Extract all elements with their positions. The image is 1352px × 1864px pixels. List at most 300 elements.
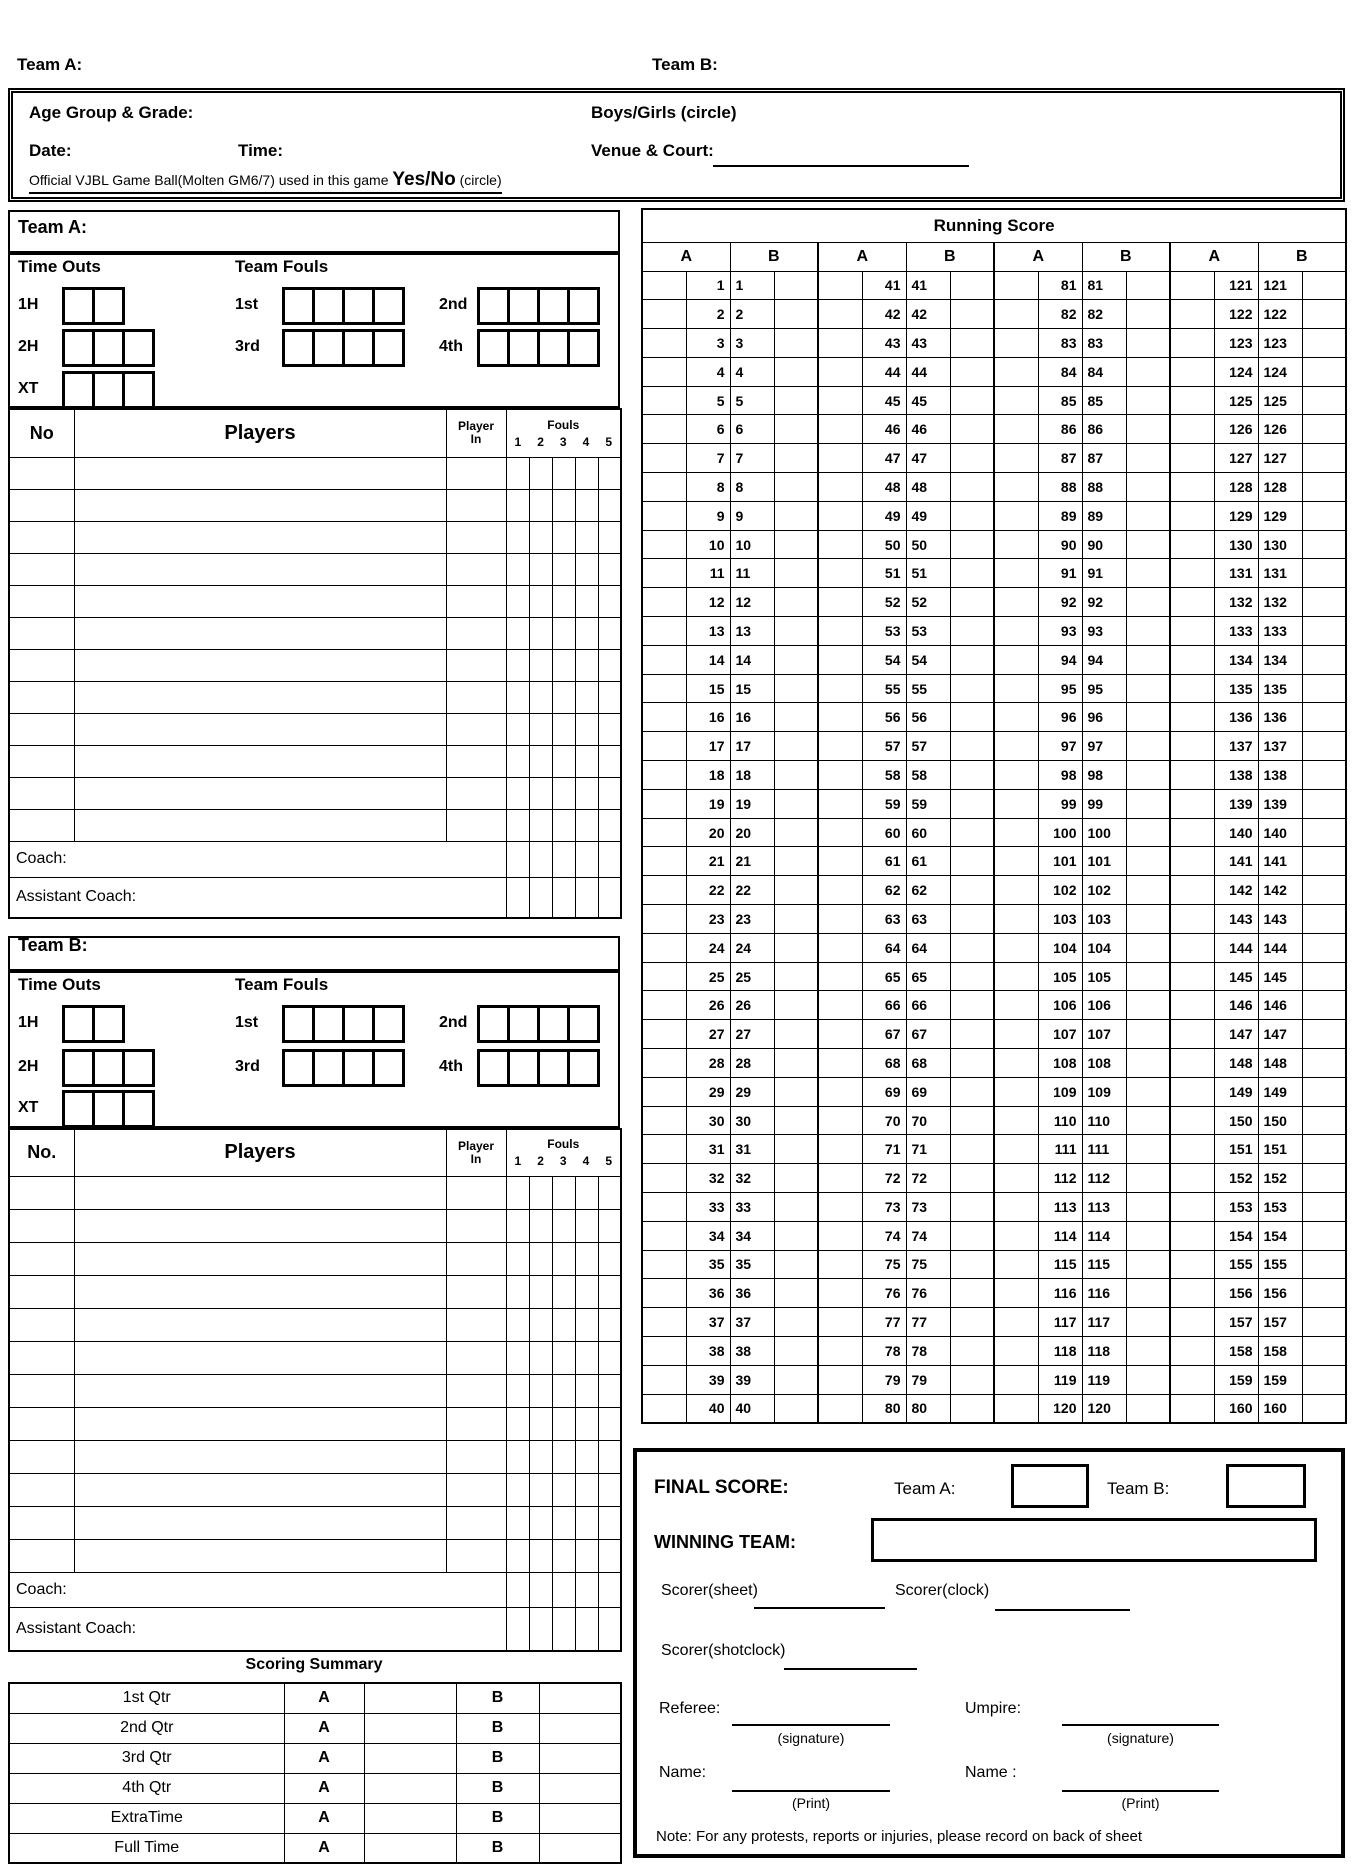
score-number-b[interactable]: 104: [1082, 933, 1126, 962]
score-write-cell-a[interactable]: [1170, 876, 1214, 905]
score-write-cell-b[interactable]: [1302, 386, 1346, 415]
score-number-a[interactable]: 104: [1038, 933, 1082, 962]
team-b-player-foul-cell[interactable]: [506, 1506, 529, 1539]
score-number-a[interactable]: 120: [1038, 1394, 1082, 1423]
score-write-cell-b[interactable]: [1302, 1106, 1346, 1135]
score-write-cell-b[interactable]: [1302, 1164, 1346, 1193]
score-write-cell-b[interactable]: [1126, 876, 1170, 905]
score-number-a[interactable]: 146: [1214, 991, 1258, 1020]
score-number-b[interactable]: 91: [1082, 559, 1126, 588]
score-write-cell-a[interactable]: [818, 1336, 862, 1365]
score-number-a[interactable]: 46: [862, 415, 906, 444]
team-b-assistant-coach-cell[interactable]: [529, 1607, 552, 1651]
team-b-timeout-box[interactable]: [122, 1090, 155, 1128]
score-number-a[interactable]: 10: [686, 530, 730, 559]
score-write-cell-a[interactable]: [642, 1394, 686, 1423]
score-write-cell-a[interactable]: [994, 732, 1038, 761]
score-number-a[interactable]: 145: [1214, 962, 1258, 991]
team-a-player-foul-cell[interactable]: [575, 617, 598, 649]
team-a-player-foul-cell[interactable]: [552, 457, 575, 489]
score-number-a[interactable]: 51: [862, 559, 906, 588]
score-number-b[interactable]: 125: [1258, 386, 1302, 415]
score-write-cell-a[interactable]: [994, 847, 1038, 876]
score-number-a[interactable]: 159: [1214, 1365, 1258, 1394]
score-write-cell-a[interactable]: [994, 905, 1038, 934]
score-number-a[interactable]: 23: [686, 905, 730, 934]
score-write-cell-b[interactable]: [1302, 617, 1346, 646]
team-b-coach-cell[interactable]: [552, 1572, 575, 1607]
team-a-timeout-box[interactable]: [122, 371, 155, 409]
score-number-a[interactable]: 115: [1038, 1250, 1082, 1279]
score-write-cell-a[interactable]: [818, 905, 862, 934]
score-number-a[interactable]: 6: [686, 415, 730, 444]
score-number-b[interactable]: 50: [906, 530, 950, 559]
team-a-foul-box[interactable]: [282, 329, 315, 367]
team-b-player-foul-cell[interactable]: [552, 1506, 575, 1539]
score-number-a[interactable]: 26: [686, 991, 730, 1020]
score-number-b[interactable]: 102: [1082, 876, 1126, 905]
score-number-b[interactable]: 124: [1258, 357, 1302, 386]
score-number-b[interactable]: 118: [1082, 1336, 1126, 1365]
team-a-player-name-cell[interactable]: [74, 809, 446, 841]
team-b-player-foul-cell[interactable]: [575, 1440, 598, 1473]
score-write-cell-a[interactable]: [642, 1106, 686, 1135]
score-write-cell-b[interactable]: [950, 501, 994, 530]
score-number-b[interactable]: 37: [730, 1308, 774, 1337]
score-write-cell-b[interactable]: [774, 271, 818, 300]
score-write-cell-a[interactable]: [1170, 933, 1214, 962]
score-write-cell-a[interactable]: [994, 501, 1038, 530]
team-b-player-foul-cell[interactable]: [552, 1407, 575, 1440]
team-a-player-foul-cell[interactable]: [575, 745, 598, 777]
score-write-cell-b[interactable]: [950, 1106, 994, 1135]
team-a-player-no-cell[interactable]: [9, 585, 74, 617]
score-write-cell-a[interactable]: [1170, 1250, 1214, 1279]
score-write-cell-a[interactable]: [1170, 415, 1214, 444]
score-write-cell-b[interactable]: [774, 905, 818, 934]
score-number-a[interactable]: 38: [686, 1336, 730, 1365]
score-write-cell-a[interactable]: [642, 847, 686, 876]
score-write-cell-b[interactable]: [774, 761, 818, 790]
score-write-cell-b[interactable]: [1126, 674, 1170, 703]
score-write-cell-b[interactable]: [774, 645, 818, 674]
score-write-cell-a[interactable]: [642, 991, 686, 1020]
score-write-cell-b[interactable]: [1302, 444, 1346, 473]
team-b-player-foul-cell[interactable]: [506, 1407, 529, 1440]
score-write-cell-b[interactable]: [1126, 386, 1170, 415]
team-a-player-foul-cell[interactable]: [575, 681, 598, 713]
score-number-b[interactable]: 77: [906, 1308, 950, 1337]
score-number-b[interactable]: 30: [730, 1106, 774, 1135]
score-write-cell-a[interactable]: [818, 1394, 862, 1423]
score-write-cell-b[interactable]: [774, 1106, 818, 1135]
score-number-a[interactable]: 98: [1038, 761, 1082, 790]
score-write-cell-b[interactable]: [950, 703, 994, 732]
umpire-signature-line[interactable]: [1062, 1724, 1219, 1726]
score-number-a[interactable]: 71: [862, 1135, 906, 1164]
team-a-player-foul-cell[interactable]: [552, 553, 575, 585]
score-write-cell-b[interactable]: [774, 1394, 818, 1423]
team-a-coach-label[interactable]: Coach:: [9, 841, 506, 877]
score-write-cell-a[interactable]: [818, 1221, 862, 1250]
score-write-cell-a[interactable]: [994, 444, 1038, 473]
score-write-cell-b[interactable]: [1302, 415, 1346, 444]
score-write-cell-b[interactable]: [774, 415, 818, 444]
team-a-assistant-coach-cell[interactable]: [552, 877, 575, 918]
team-b-assistant-coach-label[interactable]: Assistant Coach:: [9, 1607, 506, 1651]
score-write-cell-a[interactable]: [994, 674, 1038, 703]
team-b-player-foul-cell[interactable]: [598, 1308, 621, 1341]
score-write-cell-b[interactable]: [950, 588, 994, 617]
score-write-cell-a[interactable]: [818, 357, 862, 386]
team-b-foul-box[interactable]: [342, 1049, 375, 1087]
score-number-b[interactable]: 88: [1082, 473, 1126, 502]
team-a-foul-box[interactable]: [477, 329, 510, 367]
score-write-cell-a[interactable]: [818, 1279, 862, 1308]
team-b-player-name-cell[interactable]: [74, 1209, 446, 1242]
team-b-player-foul-cell[interactable]: [529, 1473, 552, 1506]
team-b-player-name-cell[interactable]: [74, 1473, 446, 1506]
team-a-foul-box[interactable]: [312, 329, 345, 367]
team-b-player-foul-cell[interactable]: [506, 1440, 529, 1473]
score-write-cell-a[interactable]: [1170, 1164, 1214, 1193]
score-write-cell-a[interactable]: [994, 329, 1038, 358]
score-write-cell-b[interactable]: [774, 1365, 818, 1394]
score-number-a[interactable]: 35: [686, 1250, 730, 1279]
team-b-player-foul-cell[interactable]: [575, 1473, 598, 1506]
score-write-cell-b[interactable]: [1126, 1221, 1170, 1250]
team-b-player-in-cell[interactable]: [446, 1209, 506, 1242]
score-write-cell-a[interactable]: [642, 933, 686, 962]
score-write-cell-a[interactable]: [994, 530, 1038, 559]
score-number-b[interactable]: 6: [730, 415, 774, 444]
team-a-player-foul-cell[interactable]: [575, 553, 598, 585]
score-number-b[interactable]: 144: [1258, 933, 1302, 962]
score-write-cell-a[interactable]: [994, 1336, 1038, 1365]
score-write-cell-b[interactable]: [774, 559, 818, 588]
team-a-player-foul-cell[interactable]: [575, 489, 598, 521]
score-write-cell-a[interactable]: [642, 501, 686, 530]
team-b-player-foul-cell[interactable]: [529, 1407, 552, 1440]
score-number-b[interactable]: 34: [730, 1221, 774, 1250]
team-b-player-foul-cell[interactable]: [575, 1275, 598, 1308]
score-write-cell-b[interactable]: [1126, 1164, 1170, 1193]
score-write-cell-b[interactable]: [950, 271, 994, 300]
score-number-a[interactable]: 160: [1214, 1394, 1258, 1423]
score-number-a[interactable]: 34: [686, 1221, 730, 1250]
score-number-a[interactable]: 124: [1214, 357, 1258, 386]
team-b-player-in-cell[interactable]: [446, 1473, 506, 1506]
score-write-cell-a[interactable]: [642, 732, 686, 761]
score-number-b[interactable]: 15: [730, 674, 774, 703]
team-b-player-name-cell[interactable]: [74, 1242, 446, 1275]
team-a-foul-box[interactable]: [507, 329, 540, 367]
scorer-shotclock-line[interactable]: [784, 1668, 917, 1670]
team-b-foul-box[interactable]: [312, 1005, 345, 1043]
team-a-foul-box[interactable]: [507, 287, 540, 325]
score-number-b[interactable]: 95: [1082, 674, 1126, 703]
score-number-b[interactable]: 86: [1082, 415, 1126, 444]
score-write-cell-a[interactable]: [1170, 559, 1214, 588]
score-number-b[interactable]: 83: [1082, 329, 1126, 358]
score-number-b[interactable]: 29: [730, 1077, 774, 1106]
team-a-player-no-cell[interactable]: [9, 617, 74, 649]
score-write-cell-b[interactable]: [774, 1221, 818, 1250]
team-b-foul-box[interactable]: [477, 1049, 510, 1087]
score-write-cell-a[interactable]: [642, 1365, 686, 1394]
score-write-cell-b[interactable]: [774, 1135, 818, 1164]
team-b-foul-box[interactable]: [507, 1049, 540, 1087]
team-a-player-no-cell[interactable]: [9, 681, 74, 713]
score-write-cell-b[interactable]: [774, 1164, 818, 1193]
team-b-assistant-coach-cell[interactable]: [506, 1607, 529, 1651]
team-b-player-foul-cell[interactable]: [575, 1506, 598, 1539]
score-write-cell-b[interactable]: [1126, 1106, 1170, 1135]
team-b-timeout-box[interactable]: [62, 1005, 95, 1043]
team-a-player-in-cell[interactable]: [446, 809, 506, 841]
score-number-b[interactable]: 142: [1258, 876, 1302, 905]
score-write-cell-a[interactable]: [642, 1221, 686, 1250]
score-number-b[interactable]: 56: [906, 703, 950, 732]
score-number-a[interactable]: 86: [1038, 415, 1082, 444]
score-number-a[interactable]: 100: [1038, 818, 1082, 847]
score-number-a[interactable]: 156: [1214, 1279, 1258, 1308]
score-write-cell-b[interactable]: [774, 1020, 818, 1049]
score-number-b[interactable]: 117: [1082, 1308, 1126, 1337]
score-number-b[interactable]: 35: [730, 1250, 774, 1279]
score-number-b[interactable]: 89: [1082, 501, 1126, 530]
score-write-cell-a[interactable]: [642, 300, 686, 329]
score-write-cell-b[interactable]: [950, 1221, 994, 1250]
score-number-b[interactable]: 73: [906, 1193, 950, 1222]
score-write-cell-b[interactable]: [1126, 1365, 1170, 1394]
team-a-player-foul-cell[interactable]: [506, 649, 529, 681]
team-b-timeout-box[interactable]: [122, 1049, 155, 1087]
score-number-b[interactable]: 48: [906, 473, 950, 502]
score-number-a[interactable]: 117: [1038, 1308, 1082, 1337]
summary-team-a-score-cell[interactable]: [364, 1683, 456, 1713]
score-write-cell-a[interactable]: [642, 617, 686, 646]
score-number-b[interactable]: 121: [1258, 271, 1302, 300]
score-write-cell-a[interactable]: [1170, 818, 1214, 847]
score-write-cell-a[interactable]: [1170, 357, 1214, 386]
score-write-cell-b[interactable]: [1302, 818, 1346, 847]
team-b-assistant-coach-cell[interactable]: [598, 1607, 621, 1651]
score-write-cell-b[interactable]: [1302, 847, 1346, 876]
team-b-foul-box[interactable]: [537, 1005, 570, 1043]
score-number-a[interactable]: 50: [862, 530, 906, 559]
team-a-player-foul-cell[interactable]: [506, 521, 529, 553]
score-write-cell-b[interactable]: [1302, 1020, 1346, 1049]
score-number-b[interactable]: 20: [730, 818, 774, 847]
score-write-cell-a[interactable]: [994, 588, 1038, 617]
team-a-player-foul-cell[interactable]: [598, 553, 621, 585]
team-a-player-foul-cell[interactable]: [506, 553, 529, 585]
score-number-b[interactable]: 108: [1082, 1049, 1126, 1078]
score-number-a[interactable]: 31: [686, 1135, 730, 1164]
score-write-cell-b[interactable]: [950, 876, 994, 905]
team-a-player-foul-cell[interactable]: [575, 809, 598, 841]
score-write-cell-b[interactable]: [1302, 1049, 1346, 1078]
score-number-b[interactable]: 123: [1258, 329, 1302, 358]
team-a-player-name-cell[interactable]: [74, 617, 446, 649]
score-write-cell-b[interactable]: [950, 530, 994, 559]
team-b-player-foul-cell[interactable]: [575, 1209, 598, 1242]
score-write-cell-a[interactable]: [1170, 905, 1214, 934]
score-write-cell-b[interactable]: [774, 617, 818, 646]
team-b-player-foul-cell[interactable]: [575, 1242, 598, 1275]
team-a-player-foul-cell[interactable]: [506, 777, 529, 809]
score-number-b[interactable]: 16: [730, 703, 774, 732]
score-number-b[interactable]: 106: [1082, 991, 1126, 1020]
score-write-cell-b[interactable]: [950, 818, 994, 847]
score-number-b[interactable]: 19: [730, 789, 774, 818]
score-write-cell-b[interactable]: [1302, 905, 1346, 934]
score-number-a[interactable]: 107: [1038, 1020, 1082, 1049]
score-number-a[interactable]: 28: [686, 1049, 730, 1078]
score-number-a[interactable]: 18: [686, 761, 730, 790]
team-a-player-name-cell[interactable]: [74, 489, 446, 521]
team-a-player-in-cell[interactable]: [446, 521, 506, 553]
team-a-player-in-cell[interactable]: [446, 649, 506, 681]
team-b-timeout-box[interactable]: [62, 1090, 95, 1128]
score-number-a[interactable]: 78: [862, 1336, 906, 1365]
team-a-player-foul-cell[interactable]: [552, 745, 575, 777]
score-number-a[interactable]: 68: [862, 1049, 906, 1078]
score-number-a[interactable]: 27: [686, 1020, 730, 1049]
score-write-cell-b[interactable]: [774, 1336, 818, 1365]
score-write-cell-b[interactable]: [950, 559, 994, 588]
score-number-a[interactable]: 59: [862, 789, 906, 818]
score-number-a[interactable]: 125: [1214, 386, 1258, 415]
score-number-a[interactable]: 139: [1214, 789, 1258, 818]
team-b-player-no-cell[interactable]: [9, 1473, 74, 1506]
score-number-b[interactable]: 10: [730, 530, 774, 559]
score-write-cell-b[interactable]: [950, 905, 994, 934]
score-number-b[interactable]: 109: [1082, 1077, 1126, 1106]
score-write-cell-a[interactable]: [642, 962, 686, 991]
score-number-b[interactable]: 151: [1258, 1135, 1302, 1164]
score-write-cell-a[interactable]: [1170, 991, 1214, 1020]
score-number-a[interactable]: 101: [1038, 847, 1082, 876]
score-number-b[interactable]: 143: [1258, 905, 1302, 934]
score-write-cell-a[interactable]: [994, 1221, 1038, 1250]
score-number-b[interactable]: 80: [906, 1394, 950, 1423]
score-number-a[interactable]: 136: [1214, 703, 1258, 732]
team-a-player-no-cell[interactable]: [9, 713, 74, 745]
score-number-b[interactable]: 98: [1082, 761, 1126, 790]
score-number-b[interactable]: 133: [1258, 617, 1302, 646]
score-write-cell-b[interactable]: [950, 1250, 994, 1279]
score-write-cell-a[interactable]: [818, 501, 862, 530]
score-number-b[interactable]: 82: [1082, 300, 1126, 329]
team-b-player-no-cell[interactable]: [9, 1308, 74, 1341]
score-write-cell-a[interactable]: [818, 1365, 862, 1394]
score-number-a[interactable]: 25: [686, 962, 730, 991]
score-write-cell-b[interactable]: [774, 703, 818, 732]
score-write-cell-b[interactable]: [1126, 1135, 1170, 1164]
score-number-a[interactable]: 43: [862, 329, 906, 358]
score-number-b[interactable]: 22: [730, 876, 774, 905]
score-number-a[interactable]: 7: [686, 444, 730, 473]
team-b-player-foul-cell[interactable]: [506, 1539, 529, 1572]
summary-team-b-score-cell[interactable]: [539, 1803, 621, 1833]
score-write-cell-b[interactable]: [774, 732, 818, 761]
score-number-b[interactable]: 27: [730, 1020, 774, 1049]
team-a-player-foul-cell[interactable]: [529, 713, 552, 745]
team-a-player-foul-cell[interactable]: [552, 489, 575, 521]
score-number-b[interactable]: 97: [1082, 732, 1126, 761]
score-write-cell-a[interactable]: [642, 1049, 686, 1078]
team-a-player-in-cell[interactable]: [446, 617, 506, 649]
score-write-cell-b[interactable]: [1302, 1221, 1346, 1250]
score-number-a[interactable]: 113: [1038, 1193, 1082, 1222]
score-number-a[interactable]: 94: [1038, 645, 1082, 674]
score-number-b[interactable]: 81: [1082, 271, 1126, 300]
score-write-cell-b[interactable]: [1302, 1135, 1346, 1164]
score-write-cell-b[interactable]: [1302, 1336, 1346, 1365]
score-write-cell-b[interactable]: [1126, 1193, 1170, 1222]
score-number-a[interactable]: 39: [686, 1365, 730, 1394]
score-number-b[interactable]: 62: [906, 876, 950, 905]
score-number-b[interactable]: 60: [906, 818, 950, 847]
score-number-a[interactable]: 155: [1214, 1250, 1258, 1279]
team-a-player-foul-cell[interactable]: [552, 777, 575, 809]
score-write-cell-a[interactable]: [818, 933, 862, 962]
score-number-a[interactable]: 22: [686, 876, 730, 905]
team-a-player-foul-cell[interactable]: [598, 809, 621, 841]
score-write-cell-a[interactable]: [1170, 1106, 1214, 1135]
team-a-foul-box[interactable]: [477, 287, 510, 325]
team-a-player-in-cell[interactable]: [446, 777, 506, 809]
team-b-player-foul-cell[interactable]: [529, 1374, 552, 1407]
score-write-cell-a[interactable]: [642, 530, 686, 559]
score-number-a[interactable]: 66: [862, 991, 906, 1020]
team-a-foul-box[interactable]: [567, 329, 600, 367]
score-write-cell-b[interactable]: [950, 933, 994, 962]
score-number-a[interactable]: 105: [1038, 962, 1082, 991]
score-write-cell-b[interactable]: [950, 1164, 994, 1193]
team-b-player-name-cell[interactable]: [74, 1308, 446, 1341]
team-a-player-foul-cell[interactable]: [506, 745, 529, 777]
score-number-b[interactable]: 67: [906, 1020, 950, 1049]
score-write-cell-a[interactable]: [642, 357, 686, 386]
score-number-b[interactable]: 28: [730, 1049, 774, 1078]
team-b-player-foul-cell[interactable]: [506, 1308, 529, 1341]
score-number-a[interactable]: 119: [1038, 1365, 1082, 1394]
score-write-cell-b[interactable]: [774, 1193, 818, 1222]
score-number-b[interactable]: 145: [1258, 962, 1302, 991]
score-write-cell-b[interactable]: [950, 1336, 994, 1365]
score-write-cell-b[interactable]: [950, 1077, 994, 1106]
score-number-b[interactable]: 131: [1258, 559, 1302, 588]
team-b-foul-box[interactable]: [372, 1005, 405, 1043]
score-write-cell-b[interactable]: [774, 444, 818, 473]
team-b-player-foul-cell[interactable]: [552, 1176, 575, 1209]
team-a-player-foul-cell[interactable]: [552, 809, 575, 841]
team-a-player-foul-cell[interactable]: [598, 745, 621, 777]
score-number-a[interactable]: 47: [862, 444, 906, 473]
team-a-player-foul-cell[interactable]: [529, 617, 552, 649]
score-write-cell-a[interactable]: [1170, 789, 1214, 818]
team-a-coach-cell[interactable]: [506, 841, 529, 877]
score-number-a[interactable]: 52: [862, 588, 906, 617]
score-number-b[interactable]: 33: [730, 1193, 774, 1222]
score-number-a[interactable]: 17: [686, 732, 730, 761]
score-write-cell-b[interactable]: [774, 386, 818, 415]
score-number-a[interactable]: 142: [1214, 876, 1258, 905]
score-write-cell-b[interactable]: [1126, 1020, 1170, 1049]
